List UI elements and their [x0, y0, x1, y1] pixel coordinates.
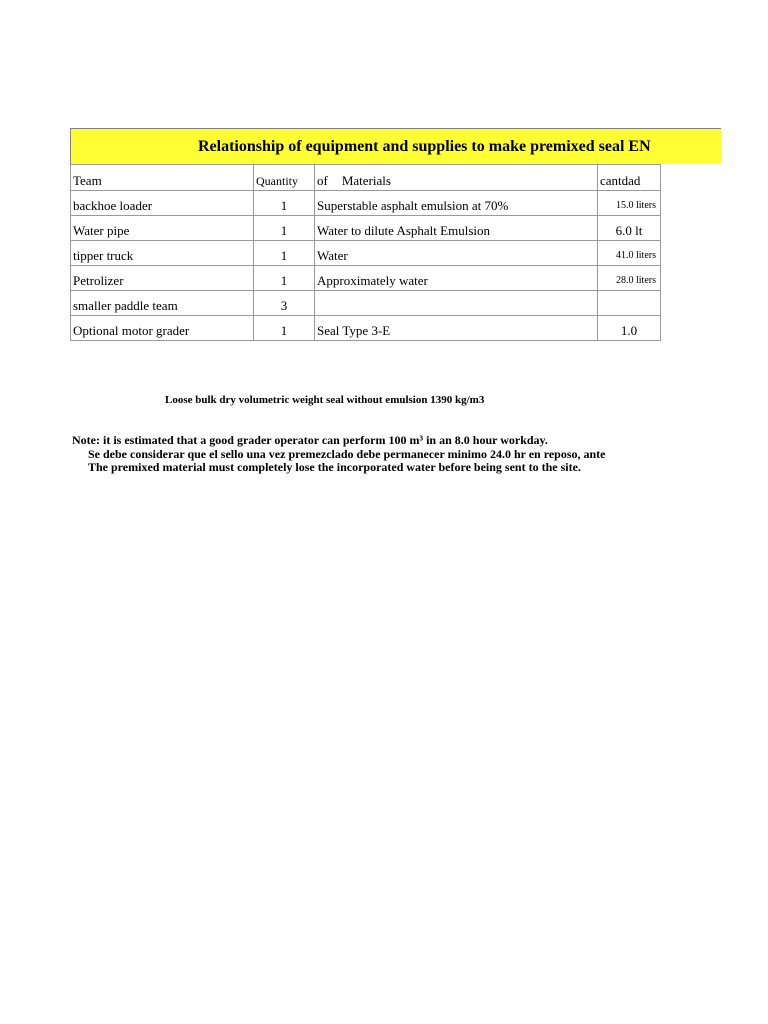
table-row — [71, 216, 661, 241]
team-cell: smaller paddle team — [71, 291, 254, 316]
team-cell: tipper truck — [71, 241, 254, 266]
equipment-table — [70, 164, 661, 341]
amount-cell: 1.0 — [598, 316, 661, 341]
table-row — [71, 191, 661, 216]
material-cell: Superstable asphalt emulsion at 70% — [315, 191, 598, 216]
quantity-cell: 1 — [254, 216, 315, 241]
material-cell: Seal Type 3-E — [315, 316, 598, 341]
quantity-cell: 1 — [254, 241, 315, 266]
note-line-3: The premixed material must completely lose the incorporated water before being sent to the site. — [88, 460, 581, 474]
title-banner — [70, 128, 721, 164]
quantity-cell: 3 — [254, 291, 315, 316]
header-team: Team — [71, 165, 254, 191]
header-of-label: of — [317, 173, 328, 188]
material-cell — [315, 291, 598, 316]
quantity-cell: 1 — [254, 266, 315, 291]
material-cell: Approximately water — [315, 266, 598, 291]
table-row — [71, 291, 661, 316]
quantity-cell: 1 — [254, 191, 315, 216]
note-line-2: Se debe considerar que el sello una vez premezclado debe permanecer minimo 24.0 hr en reposo, ante — [88, 446, 606, 461]
material-cell: Water to dilute Asphalt Emulsion — [315, 216, 598, 241]
table-header-row — [71, 165, 661, 191]
table-row — [71, 241, 661, 266]
header-materials — [315, 165, 598, 191]
amount-cell: 15.0 liters — [598, 191, 661, 216]
header-cantdad: cantdad — [598, 165, 661, 191]
note-line-1: Note: it is estimated that a good grader operator can perform 100 m³ in an 8.0 hour workday. — [72, 433, 548, 447]
page-title: Relationship of equipment and supplies to make premixed seal EN — [198, 138, 651, 155]
amount-cell — [598, 291, 661, 316]
header-materials-label: Materials — [341, 173, 391, 188]
amount-cell: 6.0 lt — [598, 216, 661, 241]
notes-block — [72, 434, 606, 475]
header-quantity-label: Quantity — [256, 174, 298, 188]
header-quantity — [254, 165, 315, 191]
team-cell: backhoe loader — [71, 191, 254, 216]
amount-cell: 41.0 liters — [598, 241, 661, 266]
material-cell: Water — [315, 241, 598, 266]
team-cell: Water pipe — [71, 216, 254, 241]
table-row — [71, 266, 661, 291]
density-note: Loose bulk dry volumetric weight seal without emulsion 1390 kg/m3 — [165, 394, 485, 406]
table-row — [71, 316, 661, 341]
amount-cell: 28.0 liters — [598, 266, 661, 291]
quantity-cell: 1 — [254, 316, 315, 341]
team-cell: Petrolizer — [71, 266, 254, 291]
team-cell: Optional motor grader — [71, 316, 254, 341]
